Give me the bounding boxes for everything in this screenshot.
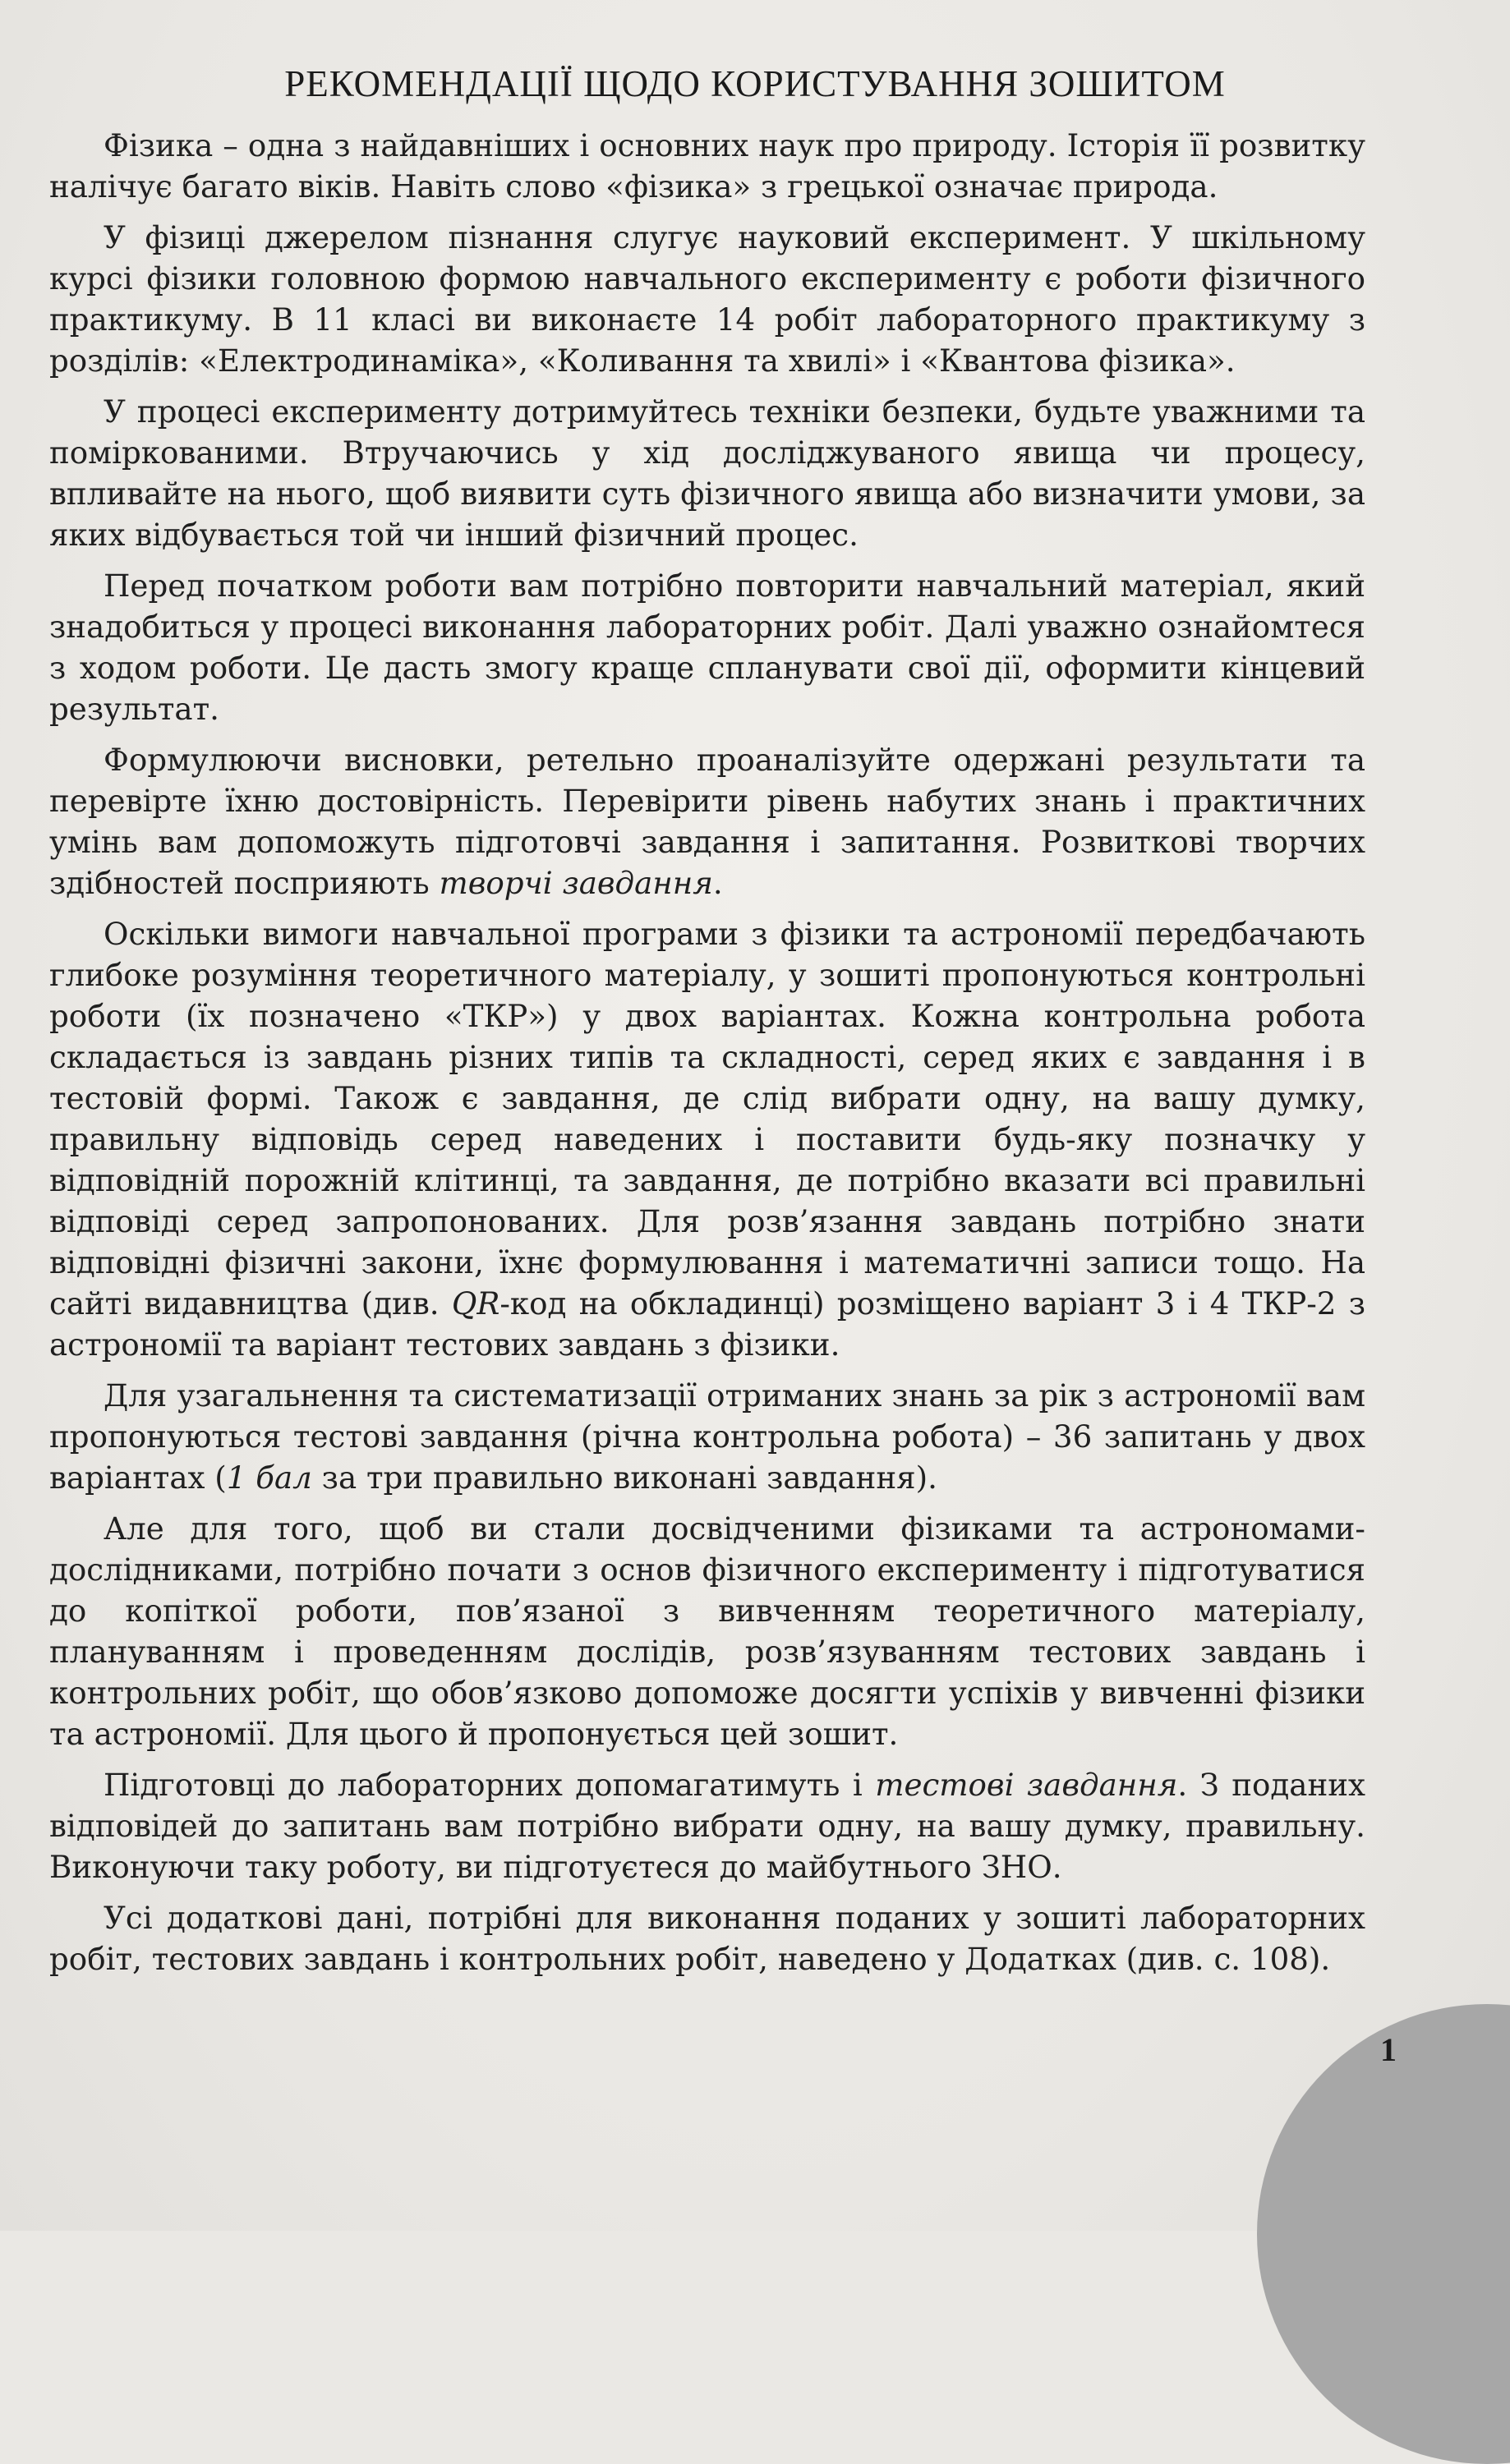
paragraph	[49, 391, 1365, 555]
paragraph	[49, 1508, 1365, 1754]
italic-term: QR	[451, 1285, 500, 1322]
paragraph-text: Усі додаткові дані, потрібні для виконання поданих у зошиті лабораторних робіт, тестових завдань і контрольних робіт, наведено у Додатках (див. с. 108).	[49, 1900, 1365, 1977]
paragraph-text: за три правильно виконані завдання).	[311, 1460, 937, 1496]
paragraph-text: Але для того, щоб ви стали досвідченими фізиками та астрономами-дослідниками, потрібно почати з основ фізичного експерименту і підготуватися до копіткої роботи, пов’язаної з вивченням теоретичного матеріалу, плануванням і проведенням дослідів, розв’язуванням тестових завдань і контрольних робіт, що обов’язково допоможе досягти успіхів у вивченні фізики та астрономії. Для цього й пропонується цей зошит.	[49, 1510, 1365, 1752]
page-number: 1	[1380, 2031, 1397, 2068]
paragraph-text: У фізиці джерелом пізнання слугує науковий експеримент. У шкільному курсі фізики головною формою навчального експерименту є роботи фізичного практикуму. В 11 класі ви виконаєте 14 робіт лабораторного практикуму з розділів: «Електродинаміка», «Коливання та хвилі» і «Квантова фізика».	[49, 219, 1365, 379]
paragraph	[49, 913, 1365, 1365]
paragraph-text: Перед початком роботи вам потрібно повторити навчальний матеріал, який знадобиться у процесі виконання лабораторних робіт. Далі уважно ознайомтеся з ходом роботи. Це дасть змогу краще спланувати свої дії, оформити кінцевий результат.	[49, 568, 1365, 727]
body-text	[49, 125, 1365, 1989]
paragraph	[49, 1375, 1365, 1498]
italic-term: тестові завдання	[875, 1767, 1178, 1803]
italic-term: 1 бал	[226, 1460, 312, 1496]
paragraph-text: Формулюючи висновки, ретельно проаналізуйте одержані результати та перевірте їхню достовірність. Перевірити рівень набутих знань і практичних умінь вам допоможуть підготовчі завдання і запитання. Розвиткові творчих здібностей посприяють	[49, 742, 1365, 901]
paragraph	[49, 217, 1365, 381]
paragraph-text: Підготовці до лабораторних допомагатимуть і	[104, 1767, 876, 1803]
italic-term: творчі завдання	[439, 865, 713, 901]
paragraph-text: .	[712, 865, 723, 901]
paragraph	[49, 1764, 1365, 1887]
paragraph-text: -код на обкладинці) розміщено варіант 3 і 4 ТКР-2 з астрономії та варіант тестових завдань з фізики.	[49, 1285, 1365, 1363]
paragraph-text: . З поданих відповідей до запитань вам потрібно вибрати одну, на вашу думку, правильну. Виконуючи таку роботу, ви підготуєтеся до майбутнього ЗНО.	[49, 1767, 1365, 1885]
paragraph	[49, 739, 1365, 903]
paragraph-text: Оскільки вимоги навчальної програми з фізики та астрономії передбачають глибоке розуміння теоретичного матеріалу, у зошиті пропонуються контрольні роботи (їх позначено «ТКР») у двох варіантах. Кожна контрольна робота складається із завдань різних типів та складності, серед яких є завдання і в тестовій формі. Також є завдання, де слід вибрати одну, на вашу думку, правильну відповідь серед наведених і поставити будь-яку позначку у відповідній порожній клітинці, та завдання, де потрібно вказати всі правильні відповіді серед запропонованих. Для розв’язання завдань потрібно знати відповідні фізичні закони, їхнє формулювання і математичні записи тощо. На сайті видавництва (див.	[49, 916, 1365, 1322]
paragraph-text: У процесі експерименту дотримуйтесь техніки безпеки, будьте уважними та поміркованими. Втручаючись у хід досліджуваного явища чи процесу, впливайте на нього, щоб виявити суть фізичного явища або визначити умови, за яких відбувається той чи інший фізичний процес.	[49, 393, 1365, 553]
paragraph-text: Фізика – одна з найдавніших і основних наук про природу. Історія її розвитку налічує багато віків. Навіть слово «фізика» з грецької означає природа.	[49, 127, 1365, 205]
corner-decoration	[1257, 2004, 1510, 2464]
paragraph	[49, 1897, 1365, 1979]
page-title: РЕКОМЕНДАЦІЇ ЩОДО КОРИСТУВАННЯ ЗОШИТОМ	[284, 63, 1226, 104]
paragraph	[49, 125, 1365, 207]
paragraph	[49, 565, 1365, 729]
paragraph-text: Для узагальнення та систематизації отриманих знань за рік з астрономії вам пропонуються тестові завдання (річна контрольна робота) – 36 запитань у двох варіантах (	[49, 1377, 1365, 1496]
